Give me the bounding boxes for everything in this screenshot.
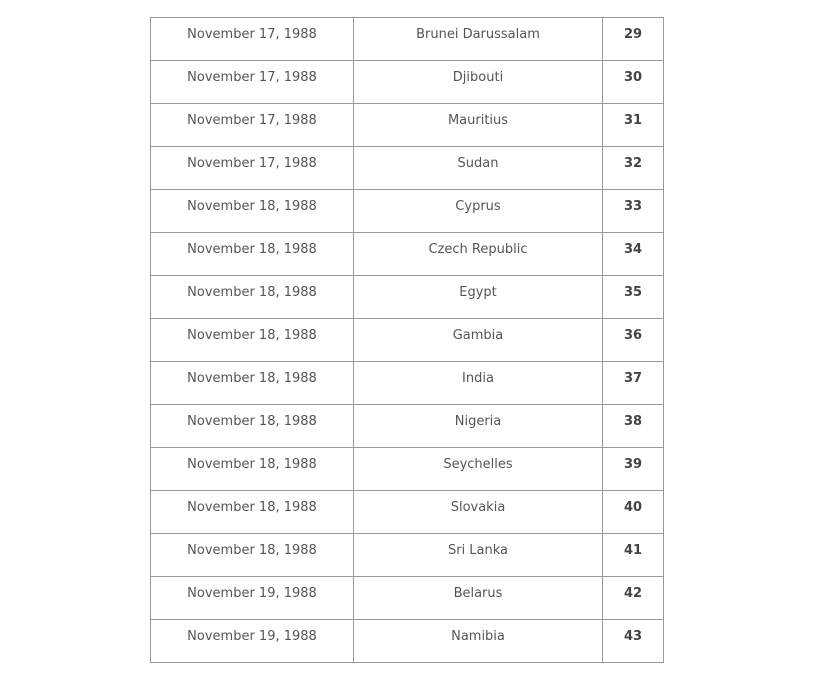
date-cell: November 18, 1988 <box>151 319 354 362</box>
country-cell: Mauritius <box>354 104 603 147</box>
table-row <box>151 448 664 491</box>
table-body <box>151 18 664 663</box>
order-number-cell: 39 <box>603 448 664 491</box>
country-cell: India <box>354 362 603 405</box>
order-number-cell: 40 <box>603 491 664 534</box>
table-row <box>151 362 664 405</box>
date-cell: November 19, 1988 <box>151 620 354 663</box>
order-number-cell: 33 <box>603 190 664 233</box>
country-cell: Czech Republic <box>354 233 603 276</box>
date-cell: November 17, 1988 <box>151 61 354 104</box>
date-cell: November 18, 1988 <box>151 362 354 405</box>
order-number-cell: 34 <box>603 233 664 276</box>
date-cell: November 18, 1988 <box>151 534 354 577</box>
country-cell: Djibouti <box>354 61 603 104</box>
table-row <box>151 147 664 190</box>
table-row <box>151 104 664 147</box>
date-cell: November 18, 1988 <box>151 448 354 491</box>
country-cell: Slovakia <box>354 491 603 534</box>
table-row <box>151 61 664 104</box>
table-row <box>151 620 664 663</box>
date-cell: November 18, 1988 <box>151 276 354 319</box>
table-row <box>151 233 664 276</box>
table-row <box>151 18 664 61</box>
country-cell: Cyprus <box>354 190 603 233</box>
date-cell: November 18, 1988 <box>151 190 354 233</box>
country-cell: Namibia <box>354 620 603 663</box>
order-number-cell: 38 <box>603 405 664 448</box>
table-row <box>151 405 664 448</box>
order-number-cell: 30 <box>603 61 664 104</box>
country-cell: Gambia <box>354 319 603 362</box>
date-cell: November 18, 1988 <box>151 233 354 276</box>
order-number-cell: 31 <box>603 104 664 147</box>
date-cell: November 18, 1988 <box>151 405 354 448</box>
order-number-cell: 41 <box>603 534 664 577</box>
order-number-cell: 32 <box>603 147 664 190</box>
order-number-cell: 36 <box>603 319 664 362</box>
table-row <box>151 319 664 362</box>
country-cell: Belarus <box>354 577 603 620</box>
order-number-cell: 29 <box>603 18 664 61</box>
order-number-cell: 42 <box>603 577 664 620</box>
recognition-table <box>150 17 664 663</box>
country-cell: Egypt <box>354 276 603 319</box>
date-cell: November 18, 1988 <box>151 491 354 534</box>
date-cell: November 17, 1988 <box>151 104 354 147</box>
date-cell: November 17, 1988 <box>151 18 354 61</box>
table-row <box>151 491 664 534</box>
country-cell: Seychelles <box>354 448 603 491</box>
table-row <box>151 534 664 577</box>
date-cell: November 19, 1988 <box>151 577 354 620</box>
order-number-cell: 35 <box>603 276 664 319</box>
table-row <box>151 276 664 319</box>
table-row <box>151 190 664 233</box>
country-cell: Sri Lanka <box>354 534 603 577</box>
date-cell: November 17, 1988 <box>151 147 354 190</box>
order-number-cell: 43 <box>603 620 664 663</box>
country-cell: Nigeria <box>354 405 603 448</box>
order-number-cell: 37 <box>603 362 664 405</box>
table-row <box>151 577 664 620</box>
country-cell: Brunei Darussalam <box>354 18 603 61</box>
country-cell: Sudan <box>354 147 603 190</box>
